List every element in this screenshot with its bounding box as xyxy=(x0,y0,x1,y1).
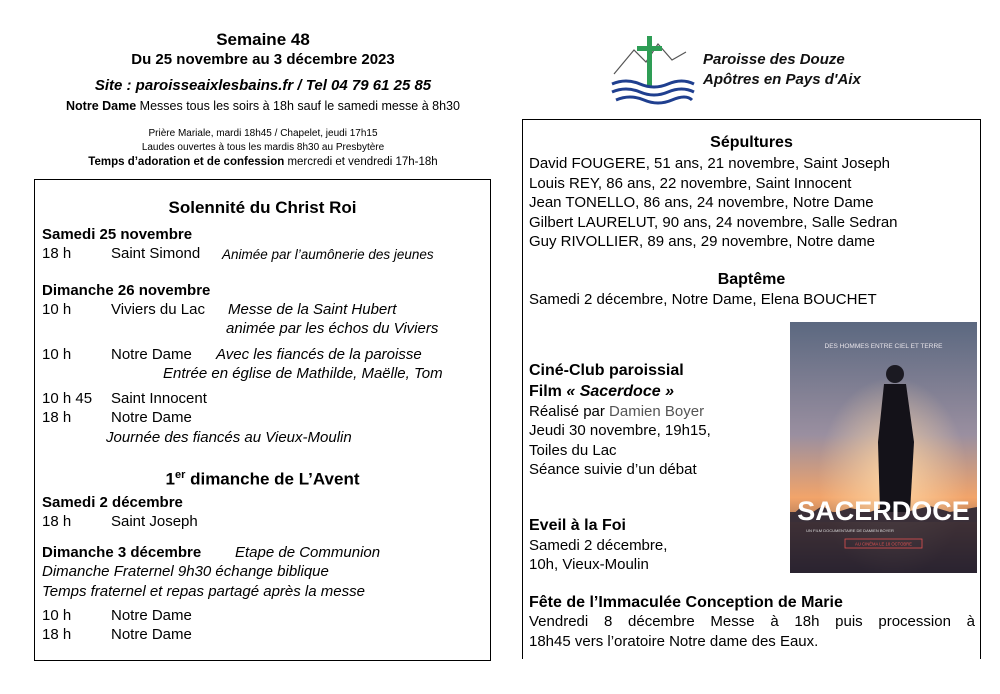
time-sat2: 18 h xyxy=(42,513,72,530)
cine-film-name: « Sacerdoce » xyxy=(566,383,674,400)
eveil-date: Samedi 2 décembre, xyxy=(529,537,668,554)
burial-item: Louis REY, 86 ans, 22 novembre, Saint Innocent xyxy=(529,175,852,192)
avent-sup: er xyxy=(174,469,186,481)
adoration-info xyxy=(40,156,486,168)
section-title-christ-roi: Solennité du Christ Roi xyxy=(168,198,357,217)
baptism-title: Baptême xyxy=(717,271,786,288)
masses-text: Messes tous les soirs à 18h sauf le samedi messe à 8h30 xyxy=(136,99,460,113)
note-sun26-1b: animée par les échos du Viviers xyxy=(226,320,439,337)
time-sun26-1: 10 h xyxy=(42,301,72,318)
masses-info xyxy=(40,99,486,113)
cine-place: Toiles du Lac xyxy=(529,442,617,459)
cine-title: Ciné-Club paroissial xyxy=(529,362,684,379)
note-sun26-2b: Entrée en église de Mathilde, Maëlle, Tom xyxy=(163,365,443,382)
immaculee-line1: Vendredi 8 décembre Messe à 18h puis procession à xyxy=(529,613,975,630)
cine-date: Jeudi 30 novembre, 19h15, xyxy=(529,422,711,439)
film-poster-image xyxy=(790,322,977,573)
burial-item: Guy RIVOLLIER, 89 ans, 29 novembre, Notre dame xyxy=(529,233,876,250)
day-sat2: Samedi 2 décembre xyxy=(42,494,183,511)
immaculee-title: Fête de l’Immaculée Conception de Marie xyxy=(529,594,843,611)
time-sun26-4: 18 h xyxy=(42,409,72,426)
note-sun26-2a: Avec les fiancés de la paroisse xyxy=(216,346,422,363)
cine-director: Damien Boyer xyxy=(609,403,705,420)
burial-item: Gilbert LAURELUT, 90 ans, 24 novembre, Salle Sedran xyxy=(529,214,898,231)
note-sun3-1: Etape de Communion xyxy=(235,544,381,561)
week-dates: Du 25 novembre au 3 décembre 2023 xyxy=(131,51,395,68)
parish-name-line2: Apôtres en Pays d'Aix xyxy=(703,71,861,88)
baptism-text: Samedi 2 décembre, Notre Dame, Elena BOUCHET xyxy=(529,291,877,308)
lauds-info: Laudes ouvertes à tous les mardis 8h30 au Presbytère xyxy=(141,142,385,153)
burial-item: David FOUGERE, 51 ans, 21 novembre, Saint Joseph xyxy=(529,155,891,172)
note-sun26-4: Journée des fiancés au Vieux-Moulin xyxy=(106,429,352,446)
week-title: Semaine 48 xyxy=(216,30,310,49)
cine-debate: Séance suivie d’un débat xyxy=(529,461,697,478)
place-sun26-1: Viviers du Lac xyxy=(111,301,205,318)
avent-text: dimanche de L’Avent xyxy=(185,469,360,489)
poster-title: SACERDOCE xyxy=(797,496,970,526)
place-sun3-2: Notre Dame xyxy=(111,626,192,643)
note-sun26-1a: Messe de la Saint Hubert xyxy=(228,301,397,318)
time-sat25: 18 h xyxy=(42,245,72,262)
parish-logo-icon xyxy=(606,32,696,112)
avent-number: 1 xyxy=(165,469,175,489)
site-contact: Site : paroisseaixlesbains.fr / Tel 04 79 61 25 85 xyxy=(94,77,432,94)
eveil-title: Eveil à la Foi xyxy=(529,517,626,534)
day-sun26: Dimanche 26 novembre xyxy=(42,282,211,299)
burials-title: Sépultures xyxy=(710,134,793,151)
immaculee-line2: 18h45 vers l’oratoire Notre dame des Eaux. xyxy=(529,633,819,650)
prayer-info: Prière Mariale, mardi 18h45 / Chapelet, jeudi 17h15 xyxy=(148,128,378,139)
poster-subtitle: UN FILM DOCUMENTAIRE DE DAMIEN BOYER xyxy=(806,528,894,533)
time-sun3-2: 18 h xyxy=(42,626,72,643)
eveil-place: 10h, Vieux-Moulin xyxy=(529,556,649,573)
day-sat25: Samedi 25 novembre xyxy=(42,226,193,243)
note-sat25: Animée par l’aumônerie des jeunes xyxy=(222,247,434,262)
place-sun26-3: Saint Innocent xyxy=(111,390,207,407)
adoration-text: mercredi et vendredi 17h-18h xyxy=(284,156,438,168)
place-sun26-4: Notre Dame xyxy=(111,409,192,426)
note-sun3-3: Temps fraternel et repas partagé après la messe xyxy=(42,583,365,600)
day-sun3: Dimanche 3 décembre xyxy=(42,544,202,561)
poster-release: AU CINÉMA LE 18 OCTOBRE xyxy=(855,541,912,547)
cine-film xyxy=(529,382,674,402)
place-sun26-2: Notre Dame xyxy=(111,346,192,363)
place-sat25: Saint Simond xyxy=(111,245,201,262)
cine-director-line xyxy=(529,402,704,422)
masses-label: Notre Dame xyxy=(66,99,137,113)
time-sun26-2: 10 h xyxy=(42,346,72,363)
parish-name-line1: Paroisse des Douze xyxy=(703,51,845,68)
cine-director-prefix: Réalisé par xyxy=(529,403,610,420)
note-sun3-2: Dimanche Fraternel 9h30 échange biblique xyxy=(42,563,329,580)
poster-tagline: DES HOMMES ENTRE CIEL ET TERRE xyxy=(824,343,943,350)
place-sat2: Saint Joseph xyxy=(111,513,198,530)
cine-film-prefix: Film xyxy=(529,383,567,400)
burial-item: Jean TONELLO, 86 ans, 24 novembre, Notre Dame xyxy=(529,194,874,211)
time-sun3-1: 10 h xyxy=(42,607,72,624)
adoration-label: Temps d’adoration et de confession xyxy=(88,156,285,168)
place-sun3-1: Notre Dame xyxy=(111,607,192,624)
time-sun26-3: 10 h 45 xyxy=(42,390,93,407)
section-title-avent xyxy=(34,469,491,490)
